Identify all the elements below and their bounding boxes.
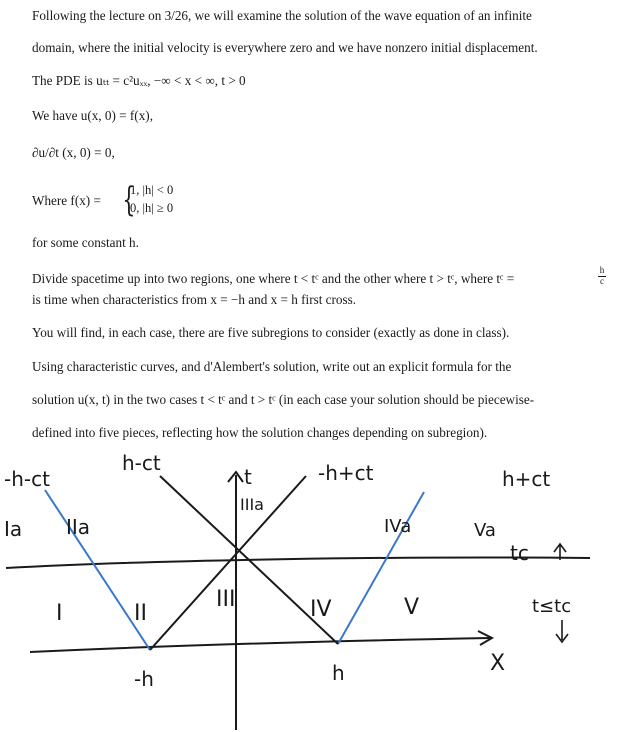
- characteristic-h-right: [338, 492, 424, 644]
- label-region-I: I: [56, 601, 63, 626]
- label-neg-h-plus-ct: -h+ct: [318, 461, 374, 485]
- label-region-II: II: [134, 601, 147, 626]
- label-region-IVa: IVa: [384, 516, 412, 537]
- label-region-III: III: [216, 587, 236, 612]
- case-1: 1, |h| < 0: [130, 183, 174, 197]
- five-subregions-line: You will find, in each case, there are five subregions to consider (exactly as done in class).: [32, 325, 510, 340]
- pde-line: The PDE is uₜₜ = c²uₓₓ, −∞ < x < ∞, t > 0: [32, 73, 246, 88]
- label-region-IIIa: IIIa: [240, 495, 264, 514]
- x-axis: [30, 638, 490, 652]
- label-region-IIa: IIa: [66, 515, 91, 539]
- label-t-le-tc: t≤tc: [532, 596, 572, 617]
- down-arrow-icon: [556, 620, 568, 642]
- label-region-Ia: Ia: [4, 517, 23, 541]
- tc-fraction: [598, 266, 606, 286]
- label-neg-h-minus-ct: -h-ct: [4, 467, 50, 491]
- label-region-Va: Va: [474, 520, 496, 541]
- label-region-IV: IV: [310, 597, 332, 622]
- where-label: Where f(x) =: [32, 193, 101, 208]
- tc-frac-numerator: h: [599, 265, 605, 275]
- intro-line-2: domain, where the initial velocity is everywhere zero and we have nonzero initial displacement.: [32, 40, 538, 55]
- intro-line-1: Following the lecture on 3/26, we will examine the solution of the wave equation of an infinite: [32, 8, 532, 23]
- divide-line-1: Divide spacetime up into two regions, one where t < tᶜ and the other where t > tᶜ, where tᶜ =: [32, 271, 515, 286]
- characteristics-sketch: [0, 448, 619, 732]
- label-h: h: [332, 661, 345, 685]
- solution-line-2: defined into five pieces, reflecting how the solution changes depending on subregion).: [32, 425, 488, 440]
- label-x: X: [490, 651, 506, 676]
- label-t: t: [244, 465, 252, 489]
- divide-line-2: is time when characteristics from x = −h and x = h first cross.: [32, 292, 357, 307]
- initial-condition-2: ∂u/∂t (x, 0) = 0,: [32, 145, 115, 160]
- solution-line-1: solution u(x, t) in the two cases t < tᶜ and t > tᶜ (in each case your solution should be piecewise-: [32, 392, 535, 407]
- characteristic-neg-h-left: [45, 490, 150, 650]
- curly-brace: {: [122, 180, 136, 220]
- label-region-V: V: [404, 595, 420, 620]
- case-2: 0, |h| ≥ 0: [130, 201, 174, 215]
- label-tc: tc: [510, 541, 529, 565]
- label-neg-h: -h: [134, 667, 154, 691]
- constant-line: for some constant h.: [32, 235, 139, 250]
- characteristic-line: Using characteristic curves, and d'Alembert's solution, write out an explicit formula for the: [32, 359, 512, 374]
- characteristic-neg-h-right: [150, 476, 306, 650]
- initial-condition-1: We have u(x, 0) = f(x),: [32, 108, 153, 123]
- label-h-minus-ct: h-ct: [122, 451, 161, 475]
- tc-frac-denominator: c: [600, 276, 604, 286]
- label-h-plus-ct: h+ct: [502, 467, 551, 491]
